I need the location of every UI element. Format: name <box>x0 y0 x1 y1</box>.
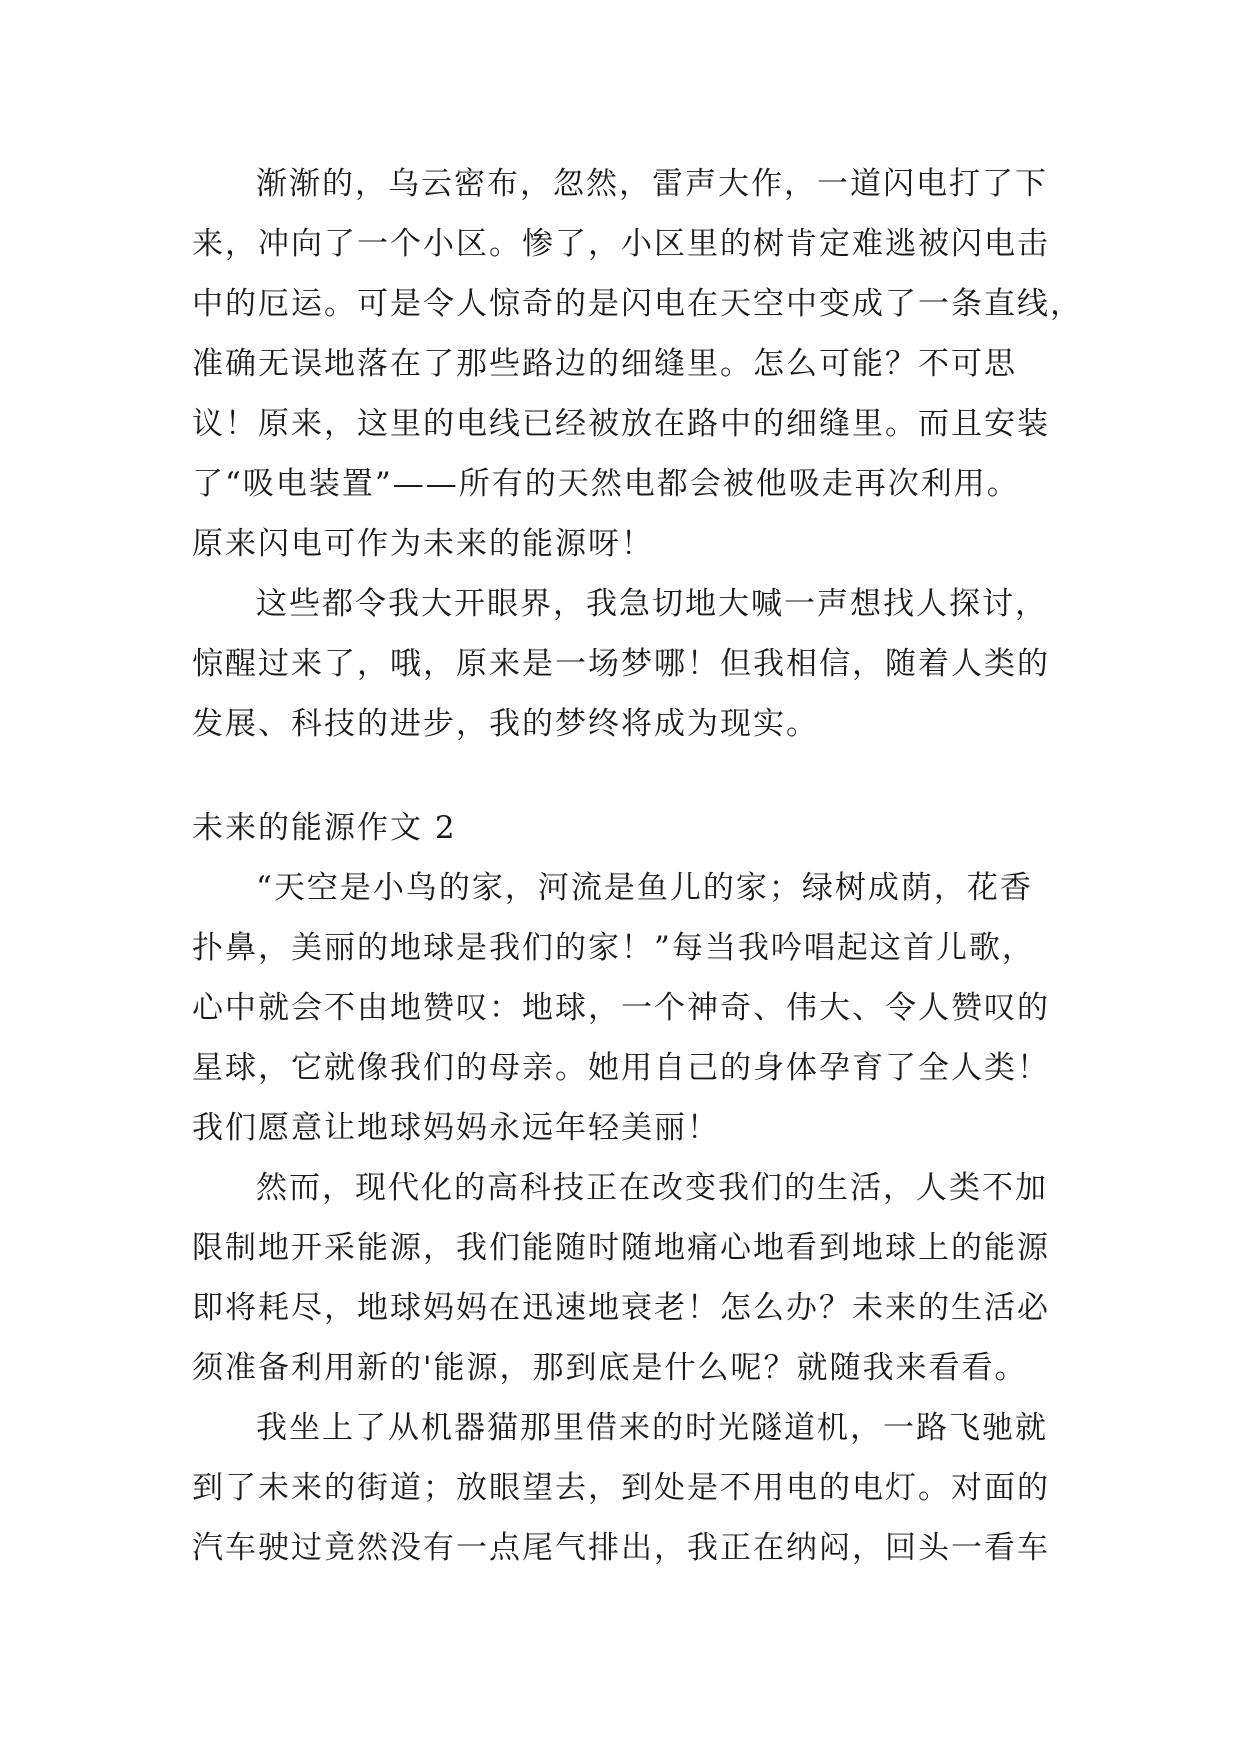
paragraph-line: 我们愿意让地球妈妈永远年轻美丽！ <box>192 1110 720 1146</box>
paragraph-line: 议！原来，这里的电线已经被放在路中的细缝里。而且安装 <box>192 406 1050 442</box>
paragraph-line: 限制地开采能源，我们能随时随地痛心地看到地球上的能源 <box>192 1230 1050 1266</box>
paragraph-line: 扑鼻，美丽的地球是我们的家！”每当我吟唱起这首儿歌， <box>192 930 1035 966</box>
paragraph-line: 渐渐的，乌云密布，忽然，雷声大作，一道闪电打了下 <box>256 166 1048 202</box>
paragraph-line: 心中就会不由地赞叹：地球，一个神奇、伟大、令人赞叹的 <box>192 990 1050 1026</box>
paragraph-line: 我坐上了从机器猫那里借来的时光隧道机，一路飞驰就 <box>256 1410 1048 1446</box>
paragraph-line: 惊醒过来了，哦，原来是一场梦哪！但我相信，随着人类的 <box>192 646 1050 682</box>
section-title: 未来的能源作文 2 <box>192 810 457 846</box>
paragraph-line: 即将耗尽，地球妈妈在迅速地衰老！怎么办？未来的生活必 <box>192 1290 1050 1326</box>
paragraph-line: 然而，现代化的高科技正在改变我们的生活，人类不加 <box>256 1170 1048 1206</box>
paragraph-line: 发展、科技的进步，我的梦终将成为现实。 <box>192 706 819 742</box>
paragraph-line: “天空是小鸟的家，河流是鱼儿的家；绿树成荫，花香 <box>256 870 1033 906</box>
paragraph-line: 了“吸电装置”——所有的天然电都会被他吸走再次利用。 <box>192 466 1020 502</box>
paragraph-line: 汽车驶过竟然没有一点尾气排出，我正在纳闷，回头一看车 <box>192 1530 1050 1566</box>
paragraph-line: 来，冲向了一个小区。惨了，小区里的树肯定难逃被闪电击 <box>192 226 1050 262</box>
paragraph-line: 中的厄运。可是令人惊奇的是闪电在天空中变成了一条直线， <box>192 286 1083 322</box>
paragraph-line: 原来闪电可作为未来的能源呀！ <box>192 526 654 562</box>
paragraph-line: 准确无误地落在了那些路边的细缝里。怎么可能？不可思 <box>192 346 1017 382</box>
paragraph-line: 须准备利用新的'能源，那到底是什么呢？就随我来看看。 <box>192 1350 1028 1386</box>
paragraph-line: 星球，它就像我们的母亲。她用自己的身体孕育了全人类！ <box>192 1050 1050 1086</box>
paragraph-line: 这些都令我大开眼界，我急切地大喊一声想找人探讨， <box>256 586 1048 622</box>
paragraph-line: 到了未来的街道；放眼望去，到处是不用电的电灯。对面的 <box>192 1470 1050 1506</box>
